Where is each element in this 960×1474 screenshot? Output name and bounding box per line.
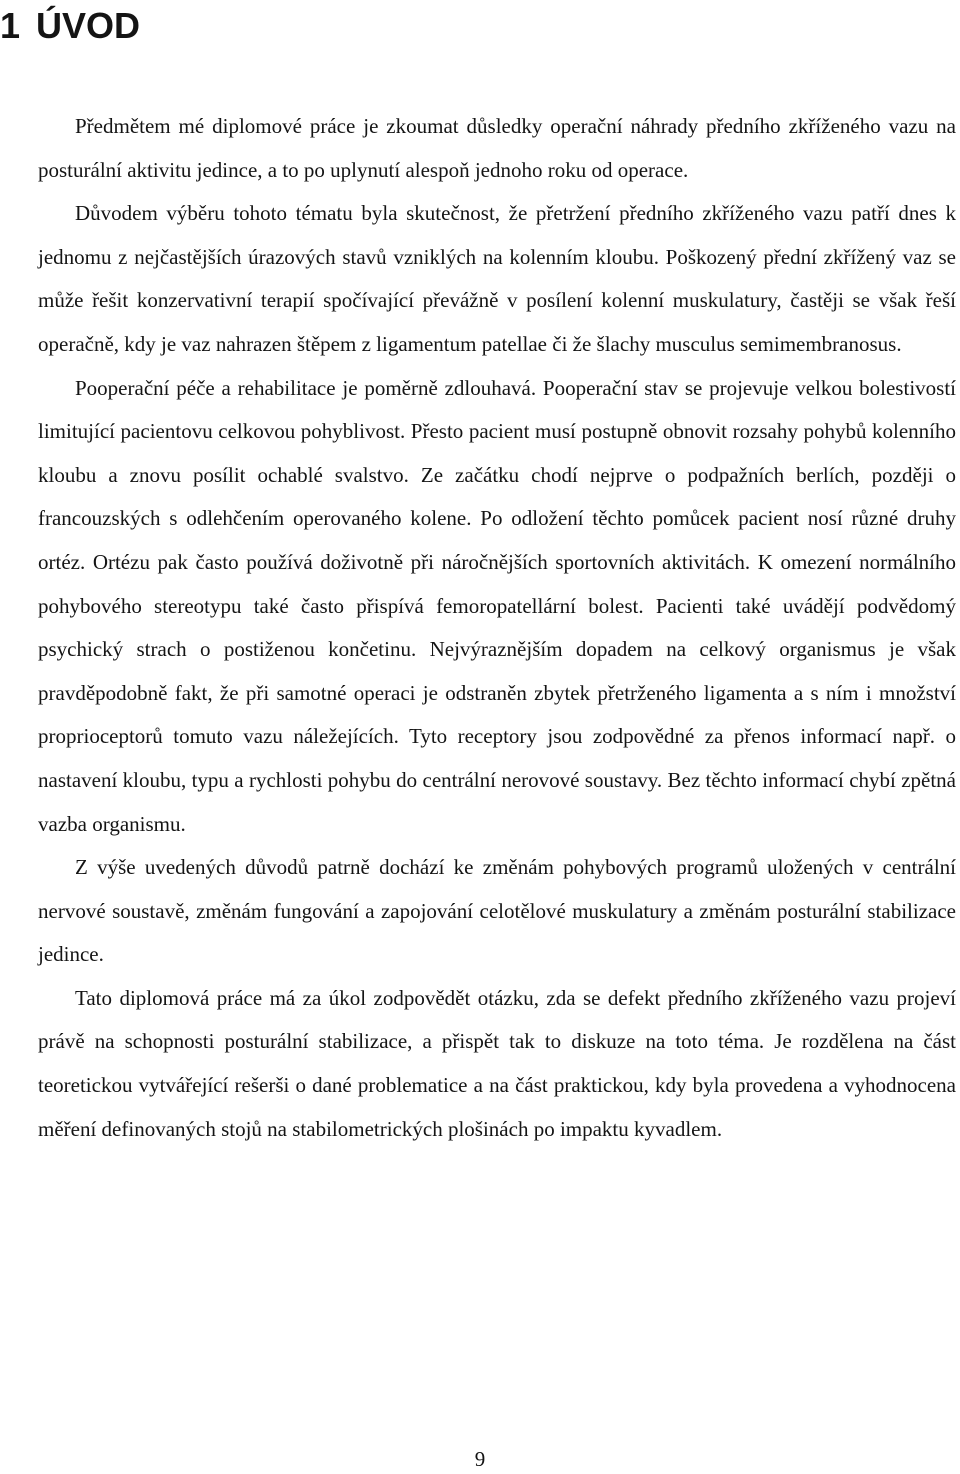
chapter-number: 1 [0,5,21,46]
chapter-title: ÚVOD [36,5,141,46]
paragraph-reason: Důvodem výběru tohoto tématu byla skutečnost, že přetržení předního zkříženého vazu patří dnes k jednomu z nejčastějších úrazových stavů vzniklých na kolenním kloubu. Poškozený přední zkřížený vaz se může řešit konzervativní terapií spočívající převážně v posílení kolenní muskulatury, častěji se však řeší operačně, kdy je vaz nahrazen štěpem z ligamentum patellae či že šlachy musculus semimembranosus. [38,201,956,356]
paragraph-thesis-aim: Tato diplomová práce má za úkol zodpovědět otázku, zda se defekt předního zkříženého vazu projeví právě na schopnosti posturální stabilizace, a přispět tak to diskuze na toto téma. Je rozdělena na část teoretickou vytvářející rešerši o dané problematice a na část praktickou, kdy byla provedena a vyhodnocena měření definovaných stojů na stabilometrických plošinách po impaktu kyvadlem. [38,985,956,1141]
chapter-body [38,105,956,1151]
paragraph-rehabilitation: Pooperační péče a rehabilitace je poměrně zdlouhavá. Pooperační stav se projevuje velkou bolestivostí limitující pacientovu celkovou pohyblivost. Přesto pacient musí postupně obnovit rozsahy pohybů kolenního kloubu a znovu posílit ochablé svalstvo. Ze začátku chodí nejprve o podpažních berlích, později o francouzských s odlehčením operovaného kolene. Po odložení těchto pomůcek pacient nosí různé druhy ortéz. Ortézu pak často používá doživotně při náročnějších sportovních aktivitách. K omezení normálního pohybového stereotypu také často přispívá femoropatellární bolest. Pacienti také uvádějí podvědomý psychický strach o postiženou končetinu. Nejvýraznějším dopadem na celkový organismus je však pravděpodobně fakt, že při samotné operaci je odstraněn zbytek přetrženého ligamenta a s ním i množství proprioceptorů tomuto vazu náležejících. Tyto receptory jsou zodpovědné za přenos informací např. o nastavení kloubu, typu a rychlosti pohybu do centrální nerovové soustavy. Bez těchto informací chybí zpětná vazba organismu. [38,375,956,836]
chapter-heading [0,2,140,50]
paragraph-intro: Předmětem mé diplomové práce je zkoumat důsledky operační náhrady předního zkříženého vazu na posturální aktivitu jedince, a to po uplynutí alespoň jednoho roku od operace. [38,114,956,182]
page-number: 9 [474,1447,486,1471]
paragraph-consequences: Z výše uvedených důvodů patrně dochází ke změnám pohybových programů uložených v centrální nervové soustavě, změnám fungování a zapojování celotělové muskulatury a změnám posturální stabilizace jedince. [38,855,956,967]
